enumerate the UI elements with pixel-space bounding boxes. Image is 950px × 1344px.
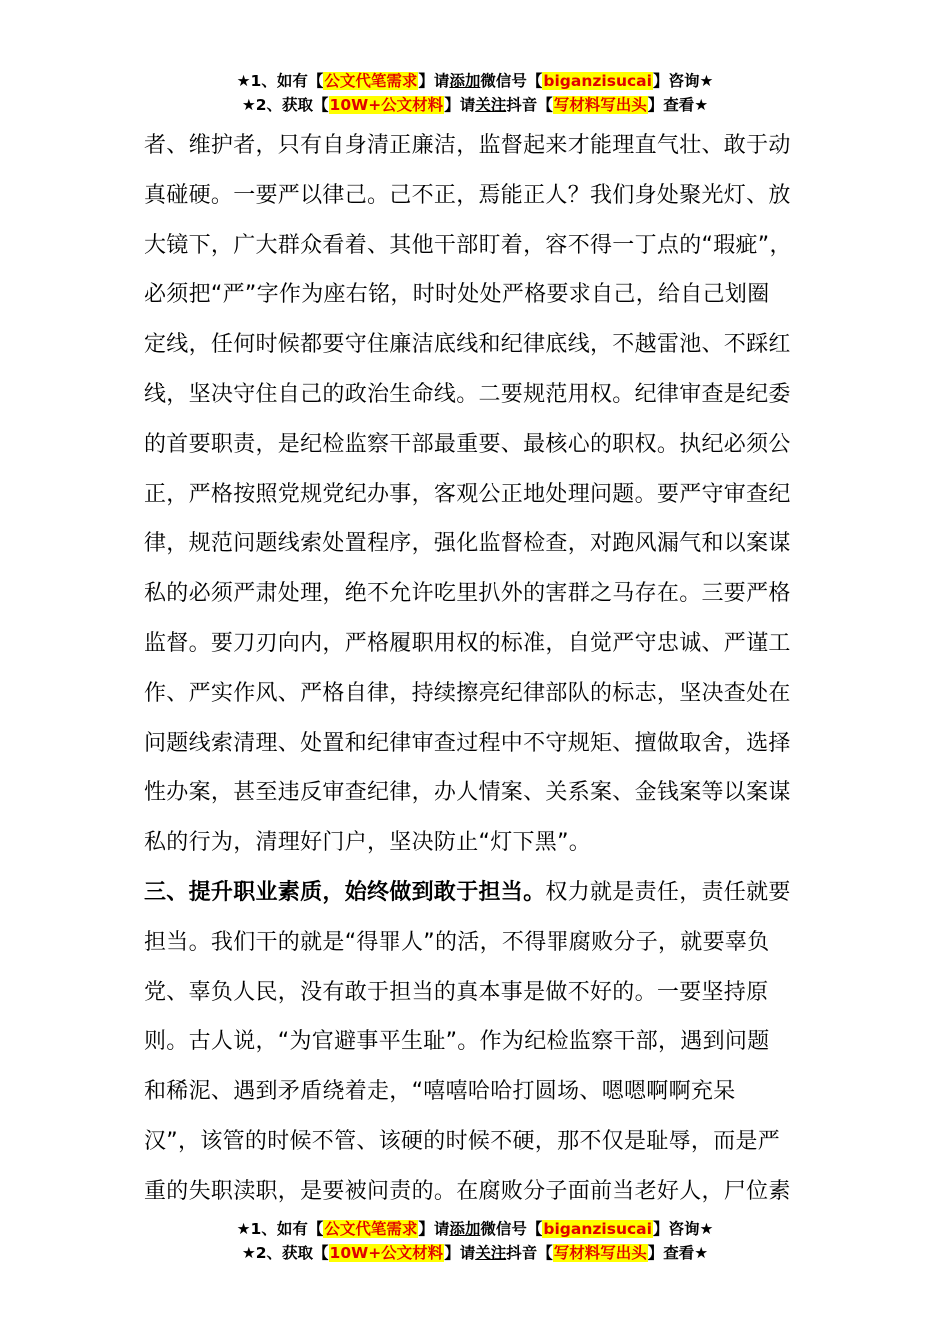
banner-line-2: ★2、获取【10W+公文材料】请关注抖音【写材料写出头】查看★ bbox=[241, 96, 709, 114]
banner-line-1: ★1、如有【公文代笔需求】请添加微信号【biganzisucai】咨询★ bbox=[236, 1220, 714, 1238]
body-line: 者、维护者，只有自身清正廉洁，监督起来才能理直气壮、敢于动 bbox=[144, 133, 791, 158]
body-line: 真碰硬。一要严以律己。己不正，焉能正人？我们身处聚光灯、放 bbox=[144, 182, 791, 208]
body-line: 私的必须严肃处理，绝不允许吃里扒外的害群之马存在。三要严格 bbox=[144, 581, 791, 607]
banner-line-2: ★2、获取【10W+公文材料】请关注抖音【写材料写出头】查看★ bbox=[241, 1244, 709, 1262]
body-line: 私的行为，清理好门户，坚决防止“灯下黑”。 bbox=[144, 830, 592, 856]
body-line: 线，坚决守住自己的政治生命线。二要规范用权。纪律审查是纪委 bbox=[144, 381, 791, 407]
banner-line-1: ★1、如有【公文代笔需求】请添加微信号【biganzisucai】咨询★ bbox=[236, 72, 714, 90]
body-line: 正，严格按照党规党纪办事，客观公正地处理问题。要严守审查纪 bbox=[144, 481, 791, 507]
highlight-wechat-id: biganzisucai bbox=[543, 1220, 652, 1238]
highlight-materials: 10W+公文材料 bbox=[329, 96, 444, 114]
body-line: 定线，任何时候都要守住廉洁底线和纪律底线，不越雷池、不踩红 bbox=[144, 332, 791, 358]
body-line: 必须把“严”字作为座右铭，时时处处严格要求自己，给自己划圈 bbox=[144, 282, 770, 308]
body-line: 和稀泥、遇到矛盾绕着走，“嘻嘻哈哈打圆场、嗯嗯啊啊充呆 bbox=[144, 1079, 736, 1105]
top-banner bbox=[0, 70, 950, 118]
body-line: 担当。我们干的就是“得罪人”的活，不得罪腐败分子，就要辜负 bbox=[144, 929, 770, 955]
body-line: 党、辜负人民，没有敢于担当的真本事是做不好的。一要坚持原 bbox=[144, 979, 769, 1005]
highlight-ghostwriting: 公文代笔需求 bbox=[324, 72, 418, 90]
body-line: 问题线索清理、处置和纪律审查过程中不守规矩、擅做取舍，选择 bbox=[144, 730, 791, 756]
section-3-first-line: 三、提升职业素质，始终做到敢于担当。权力就是责任，责任就要 bbox=[144, 879, 791, 905]
body-line: 的首要职责，是纪检监察干部最重要、最核心的职权。执纪必须公 bbox=[144, 431, 791, 457]
body-line: 性办案，甚至违反审查纪律，办人情案、关系案、金钱案等以案谋 bbox=[144, 780, 791, 806]
section-3-heading: 三、提升职业素质，始终做到敢于担当。 bbox=[144, 879, 546, 905]
body-line: 大镜下，广大群众看着、其他干部盯着，容不得一丁点的“瑕疵”， bbox=[144, 232, 792, 258]
highlight-douyin: 写材料写出头 bbox=[553, 96, 647, 114]
highlight-douyin: 写材料写出头 bbox=[553, 1244, 647, 1262]
body-line: 汉”，该管的时候不管、该硬的时候不硬，那不仅是耻辱，而是严 bbox=[144, 1128, 781, 1154]
bottom-banner bbox=[0, 1218, 950, 1266]
body-line: 律，规范问题线索处置程序，强化监督检查，对跑风漏气和以案谋 bbox=[144, 531, 791, 557]
body-line: 则。古人说，“为官避事平生耻”。作为纪检监察干部，遇到问题 bbox=[144, 1029, 770, 1055]
document-body bbox=[144, 121, 824, 1217]
body-line: 作、严实作风、严格自律，持续擦亮纪律部队的标志，坚决查处在 bbox=[144, 680, 791, 706]
body-line: 监督。要刀刃向内，严格履职用权的标准，自觉严守忠诚、严谨工 bbox=[144, 630, 791, 656]
highlight-ghostwriting: 公文代笔需求 bbox=[324, 1220, 418, 1238]
highlight-materials: 10W+公文材料 bbox=[329, 1244, 444, 1262]
body-line: 重的失职渎职，是要被问责的。在腐败分子面前当老好人，尸位素 bbox=[144, 1178, 791, 1204]
highlight-wechat-id: biganzisucai bbox=[543, 72, 652, 90]
